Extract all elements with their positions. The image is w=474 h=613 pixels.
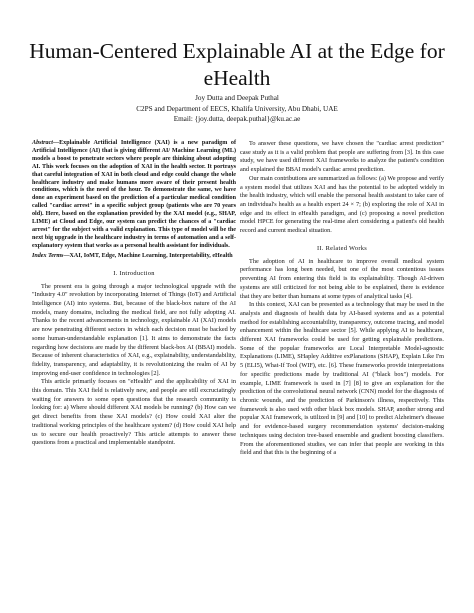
related-paragraph-2: In this context, XAI can be presented as a technology that may be used in the analysis and diagnosis of health data by AI-based systems and as a potential method for establishing accountability, transparency, outcome tracing, and model enhancement within the healthcare sector [5]. While applying AI to healthcare, different XAI frameworks could be used for getting explainable predictions. Some of the popular frameworks are Local Interpretable Model-agnostic Explanations (LIME), SHapley Additive exPlanations (SHAP), Explain Like I'm 5 (ELI5), What-If Tool (WIF), etc. [6]. These frameworks provide interpretations for specific predictions made by traditional AI ("black box") models. For example, LIME framework is used in [7] [8] to give an explanation for the prediction of the convolutional neural network (CNN) model for the diagnosis of chronic wounds, and the prediction of Parkinson's illness, respectively. This framework is also used with other black box models. SHAP, another strong and popular XAI framework, is utilized in [9] and [10] to predict Alzheimer's disease and for evidence-based surgery recommendation systems' decision-making techniques using decision tree-based ensemble and gradient boosting classifiers. From the aforementioned studies, we can infer that people are working in this field and that this is the beginning of a (240, 301, 444, 457)
author-affiliation: C2PS and Department of EECS, Khalifa University, Abu Dhabi, UAE (136, 104, 338, 113)
author-block (20, 93, 454, 125)
intro-paragraph-1: The present era is going through a major technological upgrade with the "Industry 4.0" revolution by incorporating Internet of Things (IoT) and Artificial Intelligence (AI) into systems. But, because of the black-box nature of the AI models, many domains, including the medical field, are not fully adopting AI. Thanks to the recent advancements in technology, explainable AI (XAI) models are now penetrating different sectors in which each decision must be backed by some human-understandable explanation [1]. It aims to demonstrate the facts regarding how decisions are made by the different black-box AI (BBAI) models. Because of inherent characteristics of XAI, e.g., explainability, understandability, fidelity, transparency, and adaptability, it is revolutionizing the realm of AI by improving end-user confidence in technologies [2]. (32, 282, 236, 377)
section-heading-related-works: II. Related Works (316, 244, 368, 252)
index-terms-lead: Index Terms (32, 252, 64, 259)
section-heading-introduction: I. Introduction (113, 269, 155, 277)
intro-paragraph-2: This article primarily focuses on "eHealth" and the applicability of XAI in this domain. This XAI field is relatively new, and people are still excruciatingly waiting for answers to some open questions that the research community is looking for: a) Where should different XAI models be running? (b) How can we get direct benefits from these XAI models? (c) How could XAI alter the traditional working principles of the healthcare system? (d) How could XAI help us to secure our health proactively? This article attempts to answer these questions from a practical and implementable standpoint. (32, 378, 236, 447)
abstract (32, 140, 236, 251)
author-email: Email: {joy.dutta, deepak.puthal}@ku.ac.ae (173, 115, 301, 123)
left-column (32, 140, 236, 448)
intro-paragraph-3: To answer these questions, we have chosen the "cardiac arrest prediction" case study as it is a valid problem that people are suffering from [3]. In this case study, we have used different XAI frameworks to analyze the patient's condition and explained the BBAI model's cardiac arrest prediction. (240, 140, 444, 174)
related-paragraph-1: The adoption of AI in healthcare to improve overall medical system performance has long been needed, but one of the most contentious issues preventing AI from entering this field is its explainability. Though AI-driven systems are still criticized for not being able to be explained, there is evidence that they are better than humans at some types of analytical tasks [4]. (240, 257, 444, 300)
abstract-text: —Explainable Artificial Intelligence (XAI) is a new paradigm of Artificial Intelligence (AI) that is giving different AI/ Machine Learning (ML) models a boost to penetrate sectors where people are thinking about adopting AI. This work focuses on the adoption of XAI in the health sector. It portrays that careful integration of XAI in both cloud and edge could change the whole healthcare industry and make humans more aware of their present health conditions, which is the need of the hour. To demonstrate the same, we have done an experiment based on the prediction of a particular medical condition called "cardiac arrest" in a specific subject group (patients who are 70 years old). Here, based on the explanation provided by the XAI model (e.g., SHAP, LIME) at Cloud and Edge, our system can predict the chances of a "cardiac arrest" for the subject with a valid explanation. This type of model will be the next big upgrade in the healthcare industry in terms of automation and a self-explanatory system that works as a personal health assistant for individuals. (32, 140, 236, 249)
author-names: Joy Dutta and Deepak Puthal (195, 94, 279, 102)
paper-title: Human-Centered Explainable AI at the Edge for eHealth (29, 39, 445, 90)
contributions-paragraph: Our main contributions are summarized as follows: (a) We propose and verify a system model that utilizes XAI and has the potential to be adopted widely in the health industry, which will enable the personal health assistant to take care of an individual's health as a health expert 24 × 7; (b) exploring the role of XAI in edge and its effect in eHealth paradigm, and (c) proposing a novel prediction model HPCE for generating the real-time alert considering a patient's old health record and current medical situation. (240, 174, 444, 235)
index-terms (32, 253, 236, 261)
right-column (240, 140, 444, 458)
index-terms-text: —XAI, IoMT, Edge, Machine Learning, Interpretability, eHealth (63, 252, 233, 259)
abstract-lead: Abstract (32, 140, 53, 146)
